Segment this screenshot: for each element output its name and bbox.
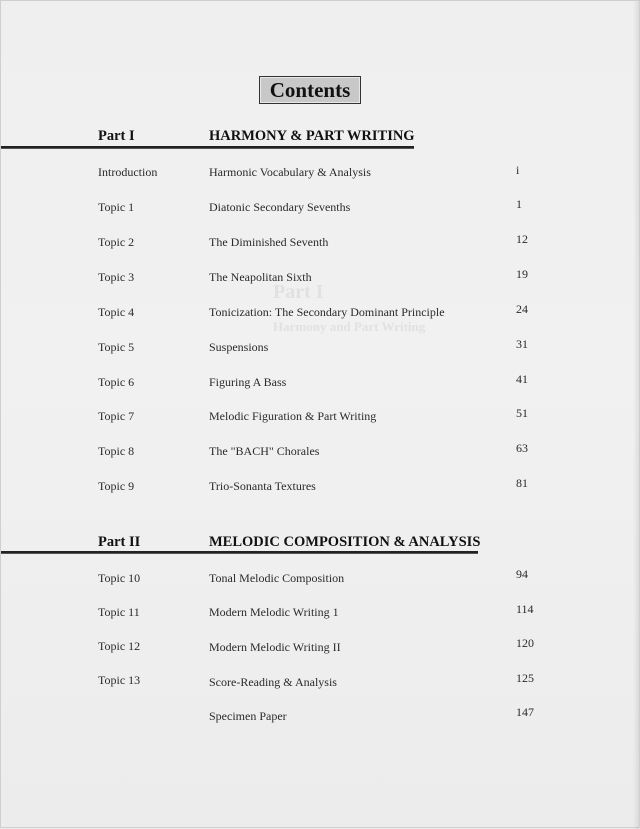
- toc-title: Suspensions: [209, 340, 269, 354]
- toc-topic: Topic 8: [98, 444, 135, 458]
- toc-topic: Topic 5: [98, 340, 135, 354]
- toc-title: Tonal Melodic Composition: [209, 571, 345, 585]
- toc-title: Harmonic Vocabulary & Analysis: [209, 165, 371, 179]
- toc-page: 81: [516, 476, 528, 490]
- toc-page: 94: [516, 567, 528, 581]
- toc-title: Diatonic Secondary Sevenths: [209, 200, 351, 214]
- toc-topic: Topic 7: [98, 409, 135, 423]
- toc-title: Trio-Sonanta Textures: [209, 479, 316, 493]
- show-through-part-label: Part I: [273, 281, 324, 303]
- toc-topic: Topic 6: [98, 375, 135, 389]
- toc-page: 63: [516, 441, 528, 455]
- toc-page: i: [516, 163, 520, 177]
- toc-title: Melodic Figuration & Part Writing: [209, 409, 377, 423]
- toc-topic: Topic 9: [98, 479, 135, 493]
- toc-topic: Topic 13: [98, 673, 141, 687]
- toc-page: 41: [516, 372, 528, 386]
- toc-page: 125: [516, 671, 534, 685]
- part-2-heading: MELODIC COMPOSITION & ANALYSIS: [209, 534, 481, 550]
- toc-page: 114: [516, 602, 534, 616]
- toc-title: Specimen Paper: [209, 709, 287, 723]
- toc-title: Tonicization: The Secondary Dominant Principle: [209, 305, 445, 319]
- show-through-subtitle: Harmony and Part Writing: [273, 319, 426, 334]
- toc-page: 24: [516, 302, 528, 316]
- toc-page: 12: [516, 232, 528, 246]
- toc-title: The Neapolitan Sixth: [209, 270, 312, 284]
- toc-topic: Topic 11: [98, 605, 140, 619]
- part-2-label: Part II: [98, 534, 141, 550]
- toc-topic: Introduction: [98, 165, 158, 179]
- part-1-heading: HARMONY & PART WRITING: [209, 128, 415, 144]
- toc-topic: Topic 10: [98, 571, 141, 585]
- toc-page: 147: [516, 705, 534, 719]
- toc-topic: Topic 4: [98, 305, 135, 319]
- toc-title: Modern Melodic Writing 1: [209, 605, 339, 619]
- toc-topic: Topic 2: [98, 235, 135, 249]
- toc-page: 31: [516, 337, 528, 351]
- toc-page: 51: [516, 406, 528, 420]
- page-edge-shadow: [633, 1, 639, 829]
- part-2-rule: [1, 551, 478, 554]
- toc-topic: Topic 12: [98, 639, 141, 653]
- toc-title: Figuring A Bass: [209, 375, 287, 389]
- page-title: Contents: [259, 76, 361, 104]
- part-1-rule: [1, 146, 414, 149]
- toc-page: 1: [516, 197, 522, 211]
- part-1-label: Part I: [98, 128, 135, 144]
- toc-title: The "BACH" Chorales: [209, 444, 320, 458]
- toc-page: 19: [516, 267, 528, 281]
- toc-topic: Topic 3: [98, 270, 135, 284]
- toc-topic: Topic 1: [98, 200, 135, 214]
- toc-page: 120: [516, 636, 534, 650]
- toc-title: Score-Reading & Analysis: [209, 675, 337, 689]
- toc-title: Modern Melodic Writing II: [209, 640, 341, 654]
- toc-title: The Diminished Seventh: [209, 235, 329, 249]
